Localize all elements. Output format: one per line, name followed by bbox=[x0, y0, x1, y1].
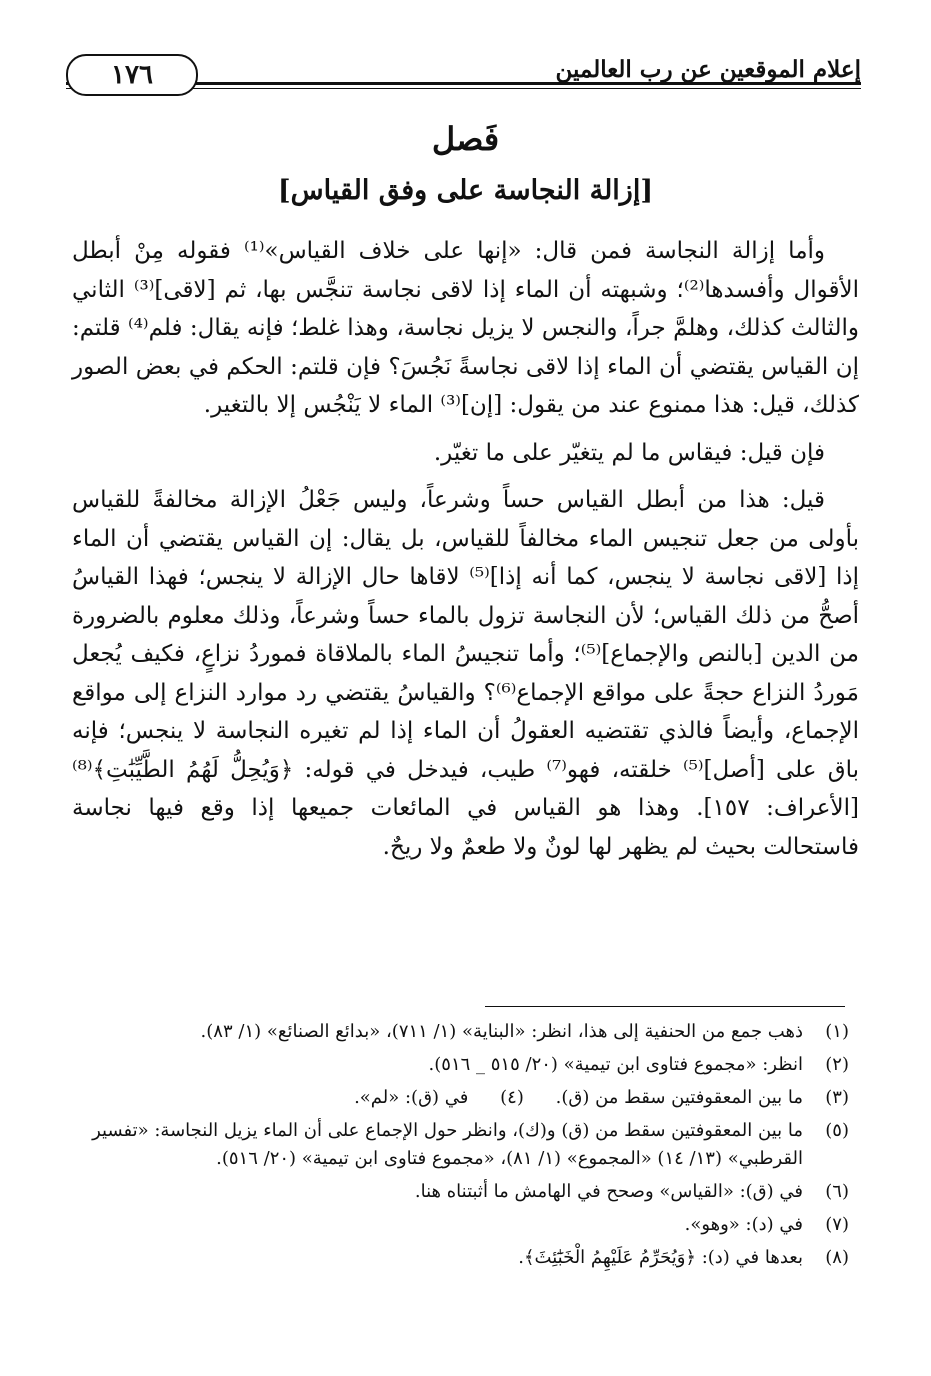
footnote-item bbox=[74, 1084, 849, 1112]
footnote-item bbox=[74, 1211, 849, 1239]
footnote-number-inline: (٤) bbox=[500, 1087, 524, 1108]
footnote-text: بعدها في (د): ﴿وَيُحَرِّمُ عَلَيْهِمُ الْخَبَٰٓئِثَ﴾. bbox=[518, 1247, 803, 1268]
footnote-number: (٣) bbox=[825, 1087, 849, 1108]
footnote-number: (٢) bbox=[825, 1054, 849, 1075]
footnote-text: في (ق): «القياس» وصحح في الهامش ما أثبتناه هنا. bbox=[414, 1181, 803, 1202]
paragraph-2: فإن قيل: فيقاس ما لم يتغيّر على ما تغيّر. bbox=[433, 439, 825, 466]
footnote-number: (٨) bbox=[825, 1247, 849, 1268]
footnote-text bbox=[74, 1084, 803, 1112]
page-number-badge: ١٧٦ bbox=[66, 54, 198, 96]
main-text bbox=[72, 232, 859, 875]
paragraph-1: وأما إزالة النجاسة فمن قال: «إنها على خلاف القياس»⁽¹⁾ فقوله مِنْ أبطل الأقوال وأفسدها⁽²⁾؛ وشبهته أن الماء إذا لاقى نجاسة تنجَّس بها، ثم [لاقى]⁽³⁾ الثاني والثالث كذلك، وهلمَّ جراً، والنجس لا يزيل نجاسة، وهذا غلط؛ فإنه يقال: فلم⁽⁴⁾ قلتم: إن القياس يقتضي أن الماء إذا لاقى نجاسةً نَجُسَ؟ فإن قلتم: الحكم في بعض الصور كذلك، قيل: هذا ممنوع عند من يقول: [إن]⁽³⁾ الماء لا يَنْجُس إلا بالتغير. bbox=[72, 238, 859, 418]
footnote-item bbox=[74, 1117, 849, 1173]
footnote-number: (٦) bbox=[825, 1181, 849, 1202]
paragraph-3: قيل: هذا من أبطل القياس حساً وشرعاً، وليس جَعْلُ الإزالة مخالفةً للقياس بأولى من جعل تنجيس الماء مخالفاً للقياس، بل يقال: إن القياس يقتضي أن الماء إذا [لاقى نجاسة لا ينجس، كما أنه إذا]⁽⁵⁾ لاقاها حال الإزالة لا ينجس؛ فهذا القياسُ أصحُّ من ذلك القياس؛ لأن النجاسة تزول بالماء حساً وشرعاً، وذلك معلوم بالضرورة من الدين [بالنص والإجماع]⁽⁵⁾؛ وأما تنجيسُ الماء بالملاقاة فموردُ نزاعٍ، فكيف يُجعل مَوردُ النزاع حجةً على مواقع الإجماع⁽⁶⁾؟ والقياسُ يقتضي رد موارد النزاع إلى مواقع الإجماع، وأيضاً فالذي تقتضيه العقولُ أن الماء إذا لم تغيره النجاسة لا ينجس؛ فإنه باق على [أصل]⁽⁵⁾ خلقته، فهو⁽⁷⁾ طيب، فيدخل في قوله: ﴿وَيُحِلُّ لَهُمُ الطَّيِّبَٰتِ﴾⁽⁸⁾ [الأعراف: ١٥٧]. وهذا هو القياس في المائعات جميعها إذا وقع فيها نجاسة فاستحالت بحيث لم يظهر لها لونٌ ولا طعمٌ ولا ريحٌ. bbox=[72, 487, 860, 860]
page-header bbox=[66, 40, 861, 102]
footnote-item bbox=[74, 1051, 849, 1079]
running-title: إعلام الموقعين عن رب العالمين bbox=[555, 56, 861, 83]
footnote-text: في (د): «وهو». bbox=[684, 1214, 803, 1235]
footnote-item bbox=[74, 1244, 849, 1272]
footnote-text-part: ما بين المعقوفتين سقط من (ق). bbox=[555, 1087, 803, 1108]
section-subtitle: [إزالة النجاسة على وفق القياس] bbox=[277, 175, 654, 206]
footnote-text: ذهب جمع من الحنفية إلى هذا، انظر: «البناية» (١/ ٧١١)، «بدائع الصنائع» (١/ ٨٣). bbox=[200, 1021, 803, 1042]
footnotes bbox=[74, 1018, 849, 1277]
footnote-text: ما بين المعقوفتين سقط من (ق) و(ك)، وانظر حول الإجماع على أن الماء يزيل النجاسة: «تفسير القرطبي» (١٣/ ١٤) «المجموع» (١/ ٨١)، «مجموع فتاوى ابن تيمية» (٢٠/ ٥١٦). bbox=[92, 1120, 803, 1169]
footnote-separator bbox=[485, 1006, 845, 1007]
footnote-item bbox=[74, 1018, 849, 1046]
footnote-number: (٧) bbox=[825, 1214, 849, 1235]
footnote-item bbox=[74, 1178, 849, 1206]
footnote-text-part: في (ق): «لم». bbox=[354, 1087, 469, 1108]
footnote-text: انظر: «مجموع فتاوى ابن تيمية» (٢٠/ ٥١٥ _ ٥١٦). bbox=[428, 1054, 803, 1075]
footnote-number: (٥) bbox=[825, 1120, 849, 1141]
section-heading: فَصل bbox=[431, 120, 500, 158]
footnote-number: (١) bbox=[825, 1021, 849, 1042]
